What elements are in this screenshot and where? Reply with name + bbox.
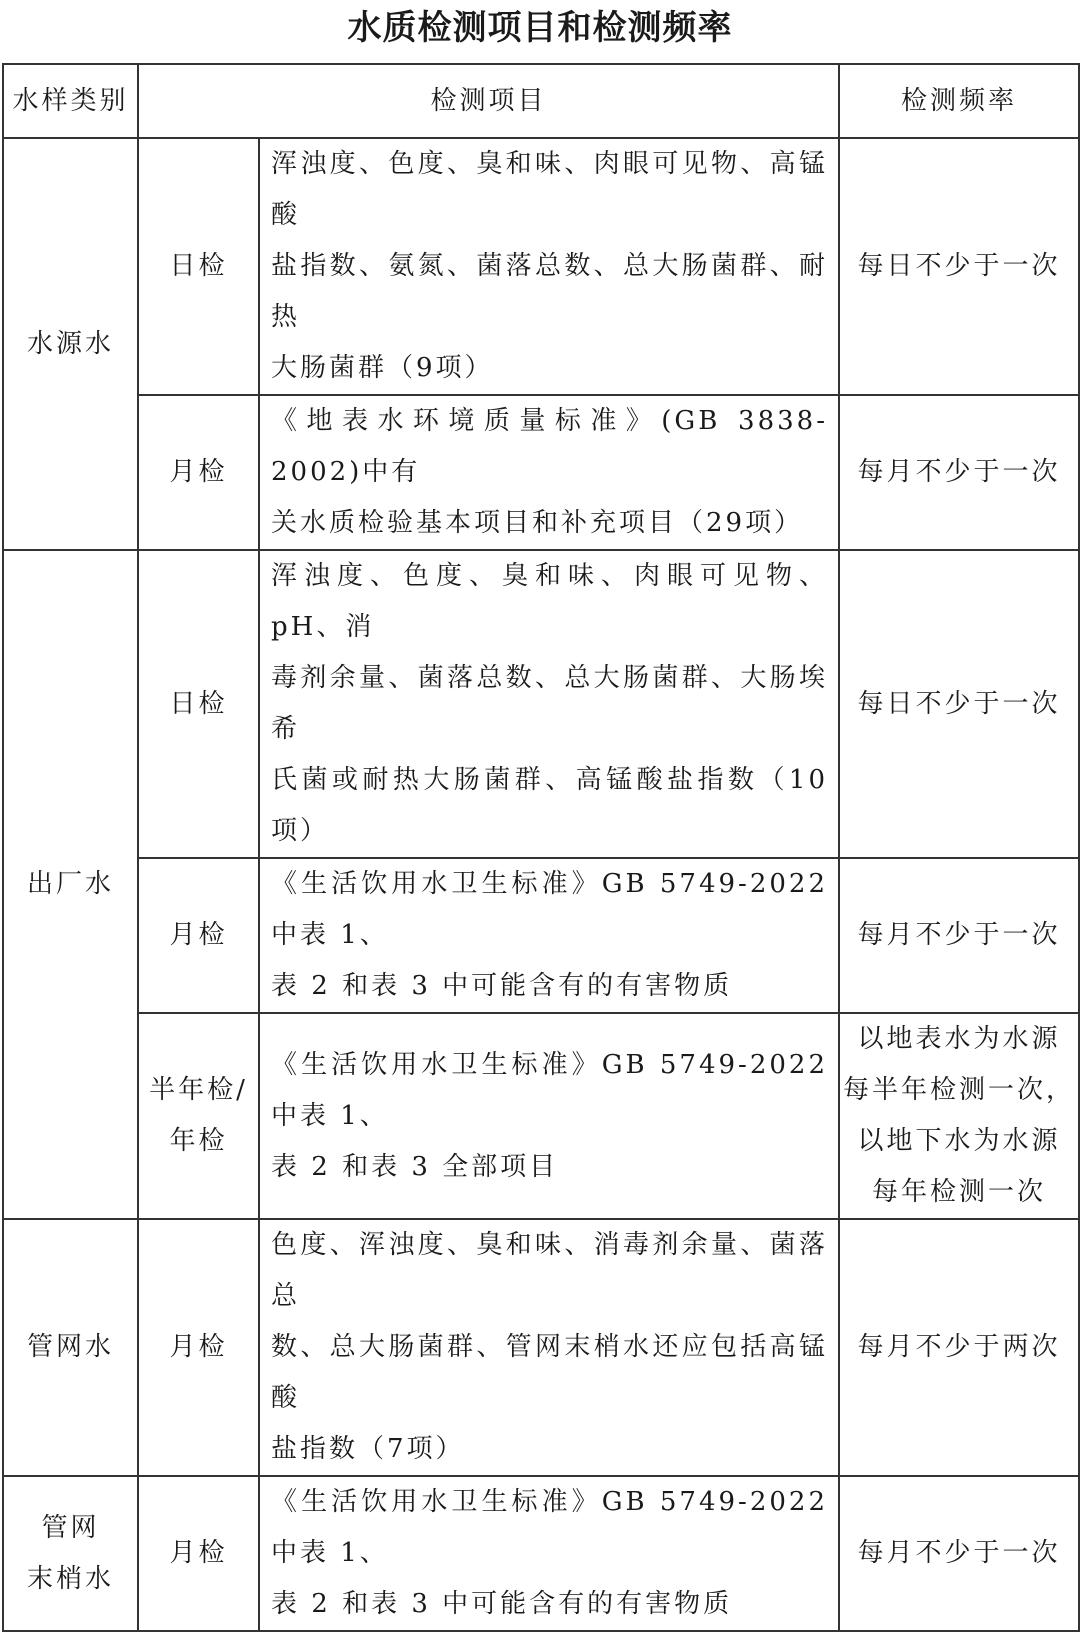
frequency-line: 每半年检测一次， xyxy=(843,1075,1076,1105)
item-line: 《生活饮用水卫生标准》GB 5749-2022 中表 1、 xyxy=(271,869,829,950)
item-line: 毒剂余量、菌落总数、总大肠菌群、大肠埃希 xyxy=(271,663,829,744)
table-header-row xyxy=(3,64,1079,138)
item-line: 盐指数、氨氮、菌落总数、总大肠菌群、耐热 xyxy=(271,251,829,332)
category-cell xyxy=(3,1476,138,1631)
category-cell: 出厂水 xyxy=(3,550,138,1219)
item-line: 表 2 和表 3 中可能含有的有害物质 xyxy=(271,971,733,1001)
item-line: 大肠菌群（9项） xyxy=(271,353,494,383)
item-line: 浑浊度、色度、臭和味、肉眼可见物、pH、消 xyxy=(271,561,829,642)
item-cell xyxy=(259,858,839,1013)
period-line: 半年检/ xyxy=(149,1075,248,1105)
period-cell: 月检 xyxy=(138,1219,259,1476)
item-cell xyxy=(259,1013,839,1219)
table-row xyxy=(3,550,1079,858)
item-cell xyxy=(259,395,839,550)
category-cell: 管网水 xyxy=(3,1219,138,1476)
water-testing-table xyxy=(2,63,1080,1632)
item-line: 色度、浑浊度、臭和味、消毒剂余量、菌落总 xyxy=(271,1230,829,1311)
frequency-cell: 每日不少于一次 xyxy=(839,550,1079,858)
item-cell xyxy=(259,138,839,395)
frequency-cell: 每月不少于一次 xyxy=(839,858,1079,1013)
item-cell xyxy=(259,1476,839,1631)
period-cell: 月检 xyxy=(138,1476,259,1631)
frequency-line: 每年检测一次 xyxy=(872,1177,1047,1207)
period-line: 年检 xyxy=(169,1126,228,1156)
table-row xyxy=(3,1219,1079,1476)
table-row xyxy=(3,138,1079,395)
header-category: 水样类别 xyxy=(3,64,138,138)
item-line: 关水质检验基本项目和补充项目（29项） xyxy=(271,508,804,538)
item-cell xyxy=(259,1219,839,1476)
table-row xyxy=(3,1013,1079,1219)
item-line: 盐指数（7项） xyxy=(271,1434,465,1464)
category-line: 末梢水 xyxy=(26,1563,114,1594)
period-cell: 月检 xyxy=(138,858,259,1013)
frequency-line: 以地表水为水源 xyxy=(857,1024,1061,1054)
category-line: 管网 xyxy=(41,1512,100,1543)
item-line: 数、总大肠菌群、管网末梢水还应包括高锰酸 xyxy=(271,1332,829,1413)
table-row xyxy=(3,395,1079,550)
period-cell: 日检 xyxy=(138,550,259,858)
frequency-line: 以地下水为水源 xyxy=(857,1126,1061,1156)
frequency-cell xyxy=(839,1013,1079,1219)
item-line: 表 2 和表 3 中可能含有的有害物质 xyxy=(271,1589,733,1619)
frequency-cell: 每月不少于一次 xyxy=(839,395,1079,550)
item-cell xyxy=(259,550,839,858)
period-cell: 月检 xyxy=(138,395,259,550)
item-line: 《地表水环境质量标准》(GB 3838-2002)中有 xyxy=(271,406,829,487)
frequency-cell: 每日不少于一次 xyxy=(839,138,1079,395)
item-line: 氏菌或耐热大肠菌群、高锰酸盐指数（10项） xyxy=(271,765,829,846)
table-row xyxy=(3,1476,1079,1631)
header-item: 检测项目 xyxy=(138,64,839,138)
item-line: 表 2 和表 3 全部项目 xyxy=(271,1151,559,1182)
category-cell: 水源水 xyxy=(3,138,138,550)
frequency-cell: 每月不少于一次 xyxy=(839,1476,1079,1631)
frequency-cell: 每月不少于两次 xyxy=(839,1219,1079,1476)
item-line: 浑浊度、色度、臭和味、肉眼可见物、高锰酸 xyxy=(271,149,829,230)
table-row xyxy=(3,858,1079,1013)
header-frequency: 检测频率 xyxy=(839,64,1079,138)
item-line: 《生活饮用水卫生标准》GB 5749-2022 中表 1、 xyxy=(271,1487,829,1568)
page-title: 水质检测项目和检测频率 xyxy=(347,8,733,48)
period-cell: 日检 xyxy=(138,138,259,395)
period-cell xyxy=(138,1013,259,1219)
item-line: 《生活饮用水卫生标准》GB 5749-2022 中表 1、 xyxy=(271,1049,829,1131)
